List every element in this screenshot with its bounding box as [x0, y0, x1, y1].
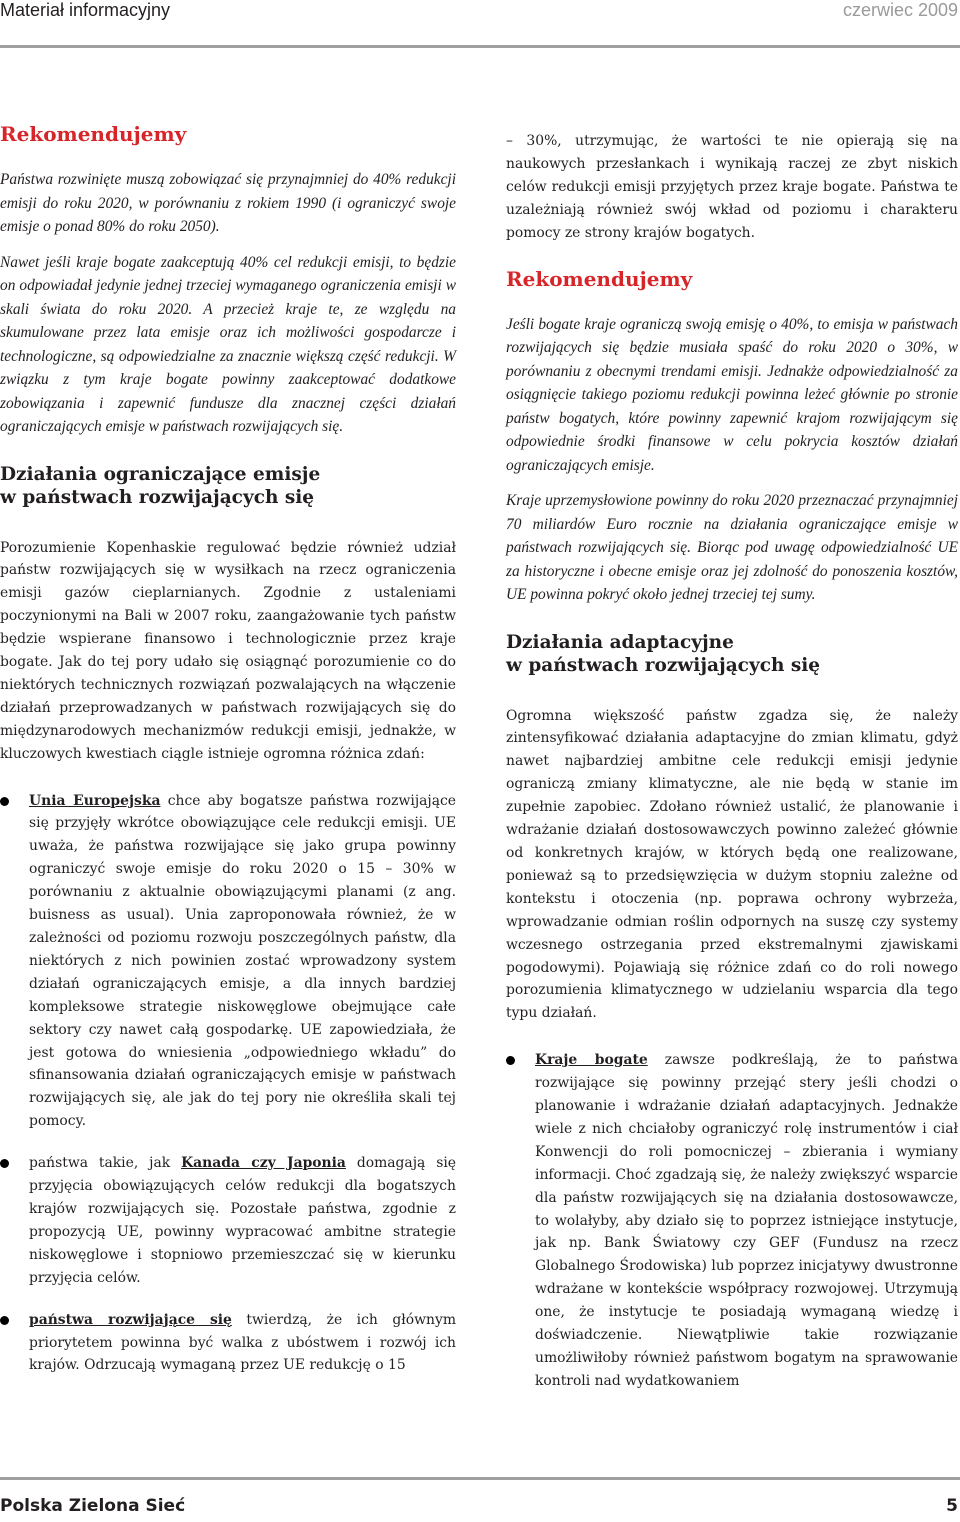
recommendation-heading: Rekomendujemy	[0, 122, 187, 146]
recommendation-heading: Rekomendujemy	[506, 266, 693, 291]
bullet-icon	[506, 1056, 515, 1065]
section-heading-line-1: Działania ograniczające emisje	[0, 463, 321, 485]
section-heading-mitigation	[0, 463, 456, 509]
bullet-icon	[0, 797, 9, 806]
list-item	[0, 790, 456, 1134]
continuation-paragraph: – 30%, utrzymując, że wartości te nie opierają się na naukowych przesłankach i wynikają raczej ze zbyt niskich celów redukcji emisji przyjętych przez kraje bogate. Państwa te uzależniają również swój wkład od poziomu i charakteru pomocy ze strony krajów bogatych.	[506, 133, 958, 241]
recommendation-paragraph-2: Nawet jeśli kraje bogate zaakceptują 40% cel redukcji emisji, to będzie on odpowiadał jedynie jednej trzeciej wymaganego ograniczenia emisji w skali świata do roku 2020. A przecież kraje te, ze względu na skumulowane przez lata emisje oraz ich możliwości gospodarcze i technologiczne, są odpowiedzialne za znacznie większą część redukcji. W związku z tym kraje bogate powinny zaakceptować dodatkowe zobowiązania i zapewnić fundusze dla znacznej części działań ograniczających emisje w państwach rozwijających się.	[0, 253, 456, 435]
section-heading-adaptation	[506, 631, 958, 677]
positions-list	[506, 1049, 958, 1393]
page-header	[0, 0, 960, 52]
item-term: Unia Europejska	[29, 792, 161, 809]
left-column	[0, 120, 456, 1396]
body-paragraph: Porozumienie Kopenhaskie regulować będzie również udział państw rozwijających się w wysiłkach na rzecz ograniczenia emisji gazów cieplarnianych. Zgodnie z ustaleniami poczynionymi na Bali w 2007 roku, zaangażowanie tych państw będzie wspierane finansowo i technologicznie przez kraje bogate. Jak do tej pory udało się osiągnąć porozumienie co do niektórych technicznych rozwiązań pozwalających na włączenie działań przeprowadzanych w państwach rozwijających się do międzynarodowych mechanizmów redukcji emisji, jednakże, w kluczowych kwestiach ciągle istnieje ogromna różnica zdań:	[0, 539, 456, 762]
header-divider	[0, 45, 960, 48]
recommendation-paragraph-1: Państwa rozwinięte muszą zobowiązać się przynajmniej do 40% redukcji emisji do roku 2020, w porównaniu z rokiem 1990 (i ograniczyć swoje emisje o ponad 80% do roku 2050).	[0, 171, 456, 235]
bullet-icon	[0, 1159, 9, 1168]
positions-list	[0, 790, 456, 1378]
section-heading-line-1: Działania adaptacyjne	[506, 631, 734, 653]
header-doc-type: Materiał informacyjny	[0, 0, 171, 20]
bullet-icon	[0, 1316, 9, 1325]
item-text: zawsze podkreślają, że to państwa rozwijające się powinny przejąć stery jeśli chodzi o planowanie i wdrażanie działań adaptacyjnych. Jednakże wiele z nich chciałoby ograniczyć rolę instrumentów i ciał Konwencji do roli pomocniczej – zbierania i wymiany informacji. Choć zgadzają się, że należy zwiększyć wsparcie dla państw rozwijających się na działania dostosowawcze, to wolałyby, aby działo się to poprzez istniejące instytucje, jak np. Bank Światowy czy GEF (Fundusz na rzecz Globalnego Środowiska) lub poprzez inicjatywy dwustronne wdrażane w kontekście współpracy rozwojowej. Utrzymują one, że instytucje te posiadają wymaganą wiedzę i doświadczenie. Niewątpliwie takie rozwiązanie umożliwiłoby również państwom bogatym na sprawowanie kontroli nad wydatkowaniem	[535, 1052, 958, 1389]
section-heading-line-2: w państwach rozwijających się	[0, 486, 315, 508]
right-column	[506, 120, 958, 1412]
item-term: Kraje bogate	[535, 1052, 648, 1069]
item-text: chce aby bogatsze państwa rozwijające się przyjęły wkrótce obowiązujące cele redukcji emisji. UE uważa, że państwa rozwijające się jako grupa powinny ograniczyć swoje emisje do roku 2020 o 15 – 30% w porównaniu z aktualnie obowiązującymi planami (z ang. buisness as usual). Unia zaproponowała również, że w zależności od poziomu rozwoju poszczególnych państw, dla niektórych z nich powinien zostać wprowadzony system działań ograniczających emisje, a dla innych bardziej kompleksowe strategie niskowęglowe obejmujące całe sektory czy nawet całą gospodarkę. UE zapowiedziała, że jest gotowa do wniesienia „odpowiedniego wkładu” do sfinansowania działań ograniczających emisje w państwach rozwijających się, ale jak do tej pory nie określiła skali tej pomocy.	[29, 792, 456, 1130]
item-term: Kanada czy Japonia	[181, 1155, 346, 1172]
section-heading-line-2: w państwach rozwijających się	[506, 654, 821, 676]
item-term: państwa rozwijające się	[29, 1311, 232, 1328]
item-text: twierdzą, że ich głównym priorytetem powinna być walka z ubóstwem i rozwój ich krajów. Odrzucają wymaganą przez UE redukcję o 15	[29, 1311, 456, 1374]
footer-organization: Polska Zielona Sieć	[0, 1496, 186, 1516]
header-date: czerwiec 2009	[842, 0, 958, 20]
footer-divider	[0, 1477, 960, 1480]
list-item	[506, 1049, 958, 1393]
page-number: 5	[946, 1496, 958, 1516]
recommendation-paragraph-2: Kraje uprzemysłowione powinny do roku 2020 przeznaczać przynajmniej 70 miliardów Euro rocznie na działania ograniczające emisje w państwach rozwijających się. Biorąc pod uwagę odpowiedzialność UE za historyczne i obecne emisje oraz jej zdolność do ponoszenia kosztów, UE powinna pokryć około jednej trzeciej tej sumy.	[506, 492, 958, 604]
recommendation-paragraph-1: Jeśli bogate kraje ograniczą swoją emisję o 40%, to emisja w państwach rozwijających się będzie musiała spaść do roku 2020 o 30%, w porównaniu z obecnymi trendami emisji. Jednakże odpowiedzialność za osiągnięcie takiego poziomu redukcji powinna leżeć głównie po stronie państw bogatych, które powinny zapewnić krajom rozwijającym się odpowiednie środki finansowe w celu pokrycia kosztów działań ograniczających emisje.	[506, 315, 958, 474]
body-paragraph: Ogromna większość państw zgadza się, że należy zintensyfikować działania adaptacyjne do zmian klimatu, gdyż nawet najbardziej ambitne cele redukcji emisji jedynie ograniczą zmiany klimatyczne, ale nie będą w stanie im zupełnie zapobiec. Zdołano również ustalić, że planowanie i wdrażanie działań dostosowawczych powinno zależeć głównie od konkretnych krajów, w których będą one realizowane, ponieważ są to przedsięwzięcia w dużym stopniu zależne od kontekstu i otoczenia (np. poprawa ochrony wybrzeża, wprowadzanie odmian roślin odpornych na suszę czy systemy wczesnego ostrzegania przed ekstremalnymi zjawiskami pogodowymi). Pojawiają się różnice zdań co do roli nowego porozumienia klimatycznego w udzielaniu wsparcia dla tego typu działań.	[506, 707, 958, 1022]
list-item	[0, 1152, 456, 1289]
list-item	[0, 1309, 456, 1378]
item-prefix: państwa takie, jak	[29, 1155, 182, 1172]
item-text: domagają się przyjęcia obowiązujących celów redukcji dla bogatszych krajów rozwijających się. Pozostałe państwa, zgodnie z propozycją UE, powinny wypracować ambitne strategie niskowęglowe i stopniowo przemieszczać się w kierunku przyjęcia celów.	[29, 1155, 456, 1286]
